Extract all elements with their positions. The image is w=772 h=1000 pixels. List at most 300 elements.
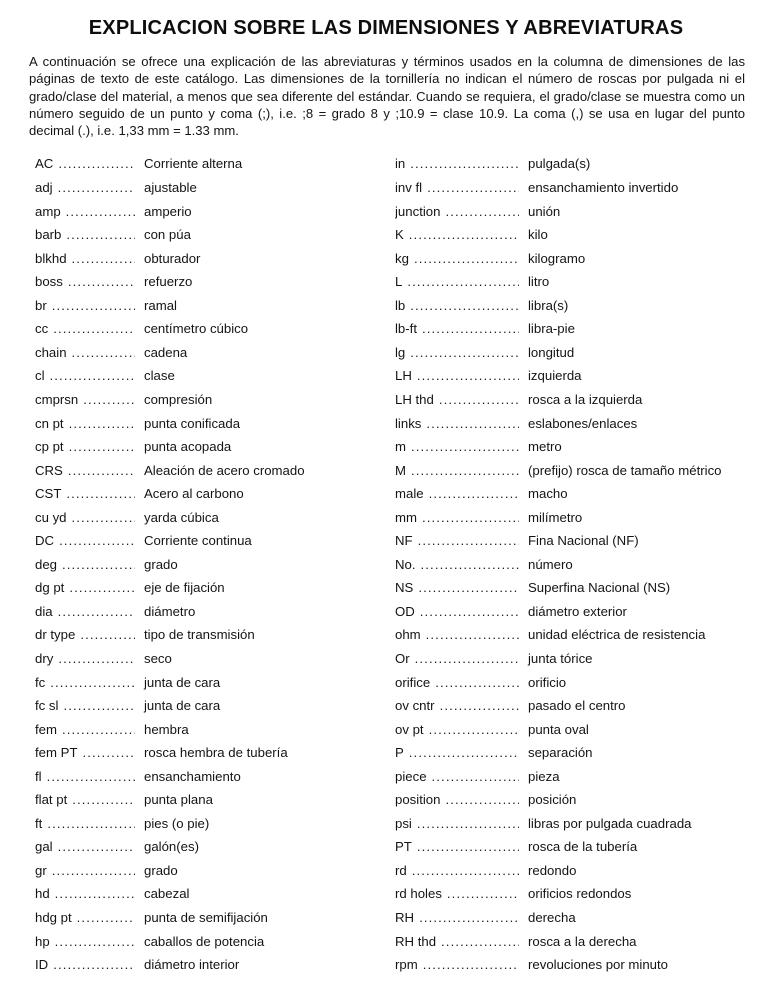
abbreviation-cell — [35, 345, 135, 360]
dot-leader — [52, 863, 135, 878]
abbreviation-label: barb — [35, 227, 62, 243]
abbreviation-cell — [35, 156, 135, 171]
abbreviation-cell — [35, 675, 135, 690]
abbreviation-label: cp pt — [35, 439, 64, 455]
glossary-row — [395, 274, 772, 298]
abbreviation-cell — [35, 416, 135, 431]
glossary-row — [395, 557, 772, 581]
glossary-row — [395, 416, 772, 440]
abbreviation-cell — [395, 604, 519, 619]
dot-leader — [77, 910, 135, 925]
definition-label: rosca a la izquierda — [528, 391, 643, 407]
definition-label: compresión — [144, 391, 213, 407]
definition-label: punta de semifijación — [144, 909, 268, 925]
dot-leader — [66, 486, 135, 501]
abbreviation-cell — [35, 227, 135, 242]
definition-label: Aleación de acero cromado — [144, 462, 305, 478]
definition-label: longitud — [528, 344, 575, 360]
abbreviation-cell — [35, 533, 135, 548]
abbreviation-cell — [395, 180, 519, 195]
abbreviation-cell — [395, 533, 519, 548]
dot-leader — [426, 416, 519, 431]
abbreviation-label: ft — [35, 815, 43, 831]
abbreviation-cell — [35, 627, 135, 642]
definition-label: pulgada(s) — [528, 156, 591, 172]
page-title: EXPLICACION SOBRE LAS DIMENSIONES Y ABREVIATURAS — [88, 17, 684, 39]
definition-label: litro — [528, 274, 550, 290]
abbreviation-cell — [395, 839, 519, 854]
glossary-column-right — [386, 156, 772, 980]
abbreviation-cell — [395, 392, 519, 407]
glossary-row — [395, 510, 772, 534]
abbreviation-label: PT — [395, 839, 412, 855]
abbreviation-cell — [35, 745, 135, 760]
glossary-row — [395, 580, 772, 604]
glossary-row — [395, 486, 772, 510]
definition-label: redondo — [528, 862, 577, 878]
abbreviation-label: amp — [35, 203, 61, 219]
dot-leader — [80, 627, 135, 642]
abbreviation-label: hd — [35, 886, 50, 902]
definition-label: junta tórice — [528, 650, 593, 666]
abbreviation-label: CST — [35, 486, 62, 502]
dot-leader — [47, 769, 135, 784]
glossary-row — [395, 156, 772, 180]
definition-label: obturador — [144, 250, 201, 266]
dot-leader — [69, 580, 135, 595]
definition-label: punta acopada — [144, 439, 232, 455]
abbreviation-label: orifice — [395, 674, 431, 690]
dot-leader — [58, 604, 135, 619]
abbreviation-cell — [395, 416, 519, 431]
definition-label: ajustable — [144, 180, 197, 196]
definition-label: ensanchamiento invertido — [528, 180, 679, 196]
abbreviation-cell — [35, 910, 135, 925]
dot-leader — [50, 675, 135, 690]
abbreviation-label: ov cntr — [395, 698, 435, 714]
abbreviation-label: hdg pt — [35, 909, 72, 925]
abbreviation-cell — [395, 745, 519, 760]
abbreviation-cell — [395, 463, 519, 478]
abbreviation-cell — [35, 580, 135, 595]
abbreviation-label: ID — [35, 957, 49, 973]
glossary-row — [395, 392, 772, 416]
dot-leader — [427, 180, 519, 195]
definition-label: posición — [528, 792, 577, 808]
abbreviation-cell — [395, 274, 519, 289]
dot-leader — [423, 957, 519, 972]
glossary-row — [35, 439, 386, 463]
glossary-row — [395, 180, 772, 204]
dot-leader — [447, 886, 519, 901]
dot-leader — [52, 298, 135, 313]
abbreviation-label: rd — [395, 862, 407, 878]
definition-label: hembra — [144, 721, 189, 737]
intro-paragraph: A continuación se ofrece una explicación de las abreviaturas y términos usados en la columna de dimensiones de las páginas de texto de este catálogo. Las dimensiones de la tornillería no indican el número de roscas por pulgada ni el grado/clase del material, a menos que sea diferente del estándar. Cuando se requiera, el grado/clase se muestra como un número seguido de un punto y coma (;), i.e. ;8 = grado 8 y ;10.9 = clase 10.9. La coma (,) se usa en lugar del punto decimal (.), i.e. 1,33 mm = 1.33 mm. — [29, 54, 745, 139]
abbreviation-label: lb — [395, 297, 406, 313]
dot-leader — [429, 486, 519, 501]
abbreviation-label: hp — [35, 933, 50, 949]
dot-leader — [72, 251, 135, 266]
glossary-row — [395, 839, 772, 863]
glossary-row — [395, 863, 772, 887]
glossary-row — [35, 533, 386, 557]
abbreviation-label: gal — [35, 839, 53, 855]
dot-leader — [445, 792, 519, 807]
abbreviation-cell — [35, 957, 135, 972]
abbreviation-cell — [395, 368, 519, 383]
definition-label: tipo de transmisión — [144, 627, 255, 643]
abbreviation-label: P — [395, 745, 404, 761]
abbreviation-label: m — [395, 439, 406, 455]
abbreviation-cell — [35, 557, 135, 572]
definition-label: ramal — [144, 297, 177, 313]
dot-leader — [50, 368, 135, 383]
abbreviation-label: CRS — [35, 462, 63, 478]
abbreviation-label: lb-ft — [395, 321, 417, 337]
glossary-row — [35, 863, 386, 887]
glossary-row — [35, 934, 386, 958]
definition-label: junta de cara — [144, 698, 221, 714]
definition-label: macho — [528, 486, 568, 502]
abbreviation-cell — [35, 769, 135, 784]
glossary-row — [35, 698, 386, 722]
glossary-row — [35, 274, 386, 298]
glossary-row — [35, 486, 386, 510]
abbreviation-cell — [395, 863, 519, 878]
glossary-row — [35, 745, 386, 769]
abbreviation-cell — [35, 368, 135, 383]
abbreviation-cell — [35, 934, 135, 949]
abbreviation-label: blkhd — [35, 250, 67, 266]
dot-leader — [72, 345, 135, 360]
definition-label: número — [528, 556, 573, 572]
definition-label: ensanchamiento — [144, 768, 241, 784]
dot-leader — [409, 227, 519, 242]
definition-label: pies (o pie) — [144, 815, 210, 831]
abbreviation-label: LH thd — [395, 391, 434, 407]
glossary-row — [35, 416, 386, 440]
dot-leader — [412, 863, 519, 878]
glossary-row — [35, 580, 386, 604]
abbreviation-cell — [35, 839, 135, 854]
definition-label: caballos de potencia — [144, 933, 265, 949]
glossary-row — [395, 886, 772, 910]
glossary-row — [35, 722, 386, 746]
dot-leader — [410, 298, 519, 313]
definition-label: grado — [144, 556, 178, 572]
definition-label: orificio — [528, 674, 567, 690]
dot-leader — [417, 368, 519, 383]
glossary-row — [35, 627, 386, 651]
abbreviation-cell — [395, 510, 519, 525]
glossary-row — [395, 675, 772, 699]
abbreviation-cell — [395, 156, 519, 171]
definition-label: punta oval — [528, 721, 589, 737]
definition-label: orificios redondos — [528, 886, 632, 902]
abbreviation-label: cc — [35, 321, 49, 337]
glossary-row — [395, 769, 772, 793]
definition-label: eje de fijación — [144, 580, 225, 596]
dot-leader — [439, 392, 519, 407]
dot-leader — [417, 816, 519, 831]
dot-leader — [445, 204, 519, 219]
abbreviation-label: cmprsn — [35, 391, 79, 407]
definition-label: cadena — [144, 344, 188, 360]
abbreviation-label: rd holes — [395, 886, 442, 902]
abbreviation-label: br — [35, 297, 47, 313]
dot-leader — [69, 439, 135, 454]
definition-label: pasado el centro — [528, 698, 626, 714]
abbreviation-label: ov pt — [395, 721, 424, 737]
glossary-column-left — [0, 156, 386, 980]
definition-label: metro — [528, 439, 562, 455]
abbreviation-cell — [395, 557, 519, 572]
glossary-row — [395, 651, 772, 675]
glossary-row — [395, 722, 772, 746]
glossary-row — [395, 934, 772, 958]
abbreviation-cell — [395, 957, 519, 972]
glossary-row — [395, 204, 772, 228]
abbreviation-cell — [395, 486, 519, 501]
abbreviation-label: psi — [395, 815, 412, 831]
abbreviation-label: Or — [395, 650, 410, 666]
abbreviation-label: adj — [35, 180, 53, 196]
abbreviation-label: links — [395, 415, 422, 431]
glossary-row — [35, 251, 386, 275]
abbreviation-label: piece — [395, 768, 427, 784]
dot-leader — [411, 463, 519, 478]
glossary-row — [35, 368, 386, 392]
dot-leader — [422, 321, 519, 336]
definition-label: Superfina Nacional (NS) — [528, 580, 671, 596]
dot-leader — [83, 745, 136, 760]
dot-leader — [72, 792, 135, 807]
abbreviation-label: male — [395, 486, 424, 502]
dot-leader — [414, 251, 519, 266]
abbreviation-label: AC — [35, 156, 54, 172]
dot-leader — [426, 627, 519, 642]
definition-label: punta conificada — [144, 415, 241, 431]
dot-leader — [53, 957, 135, 972]
glossary-row — [35, 604, 386, 628]
abbreviation-cell — [35, 180, 135, 195]
glossary-row — [35, 298, 386, 322]
abbreviation-cell — [35, 274, 135, 289]
dot-leader — [68, 463, 135, 478]
glossary-row — [395, 816, 772, 840]
glossary-row — [395, 745, 772, 769]
abbreviation-cell — [35, 298, 135, 313]
dot-leader — [435, 675, 519, 690]
abbreviation-cell — [35, 604, 135, 619]
glossary-row — [35, 769, 386, 793]
glossary-row — [395, 604, 772, 628]
abbreviation-label: dr type — [35, 627, 76, 643]
abbreviation-cell — [35, 651, 135, 666]
glossary-row — [395, 368, 772, 392]
definition-label: unión — [528, 203, 561, 219]
glossary-row — [395, 251, 772, 275]
definition-label: punta plana — [144, 792, 213, 808]
dot-leader — [66, 204, 135, 219]
abbreviation-label: fc — [35, 674, 46, 690]
glossary-row — [35, 227, 386, 251]
dot-leader — [47, 816, 135, 831]
glossary-row — [35, 321, 386, 345]
abbreviation-cell — [395, 722, 519, 737]
abbreviation-label: boss — [35, 274, 63, 290]
definition-label: (prefijo) rosca de tamaño métrico — [528, 462, 722, 478]
abbreviation-cell — [35, 486, 135, 501]
abbreviation-cell — [395, 910, 519, 925]
definition-label: unidad eléctrica de resistencia — [528, 627, 706, 643]
glossary-row — [35, 510, 386, 534]
abbreviation-label: rpm — [395, 957, 418, 973]
dot-leader — [63, 698, 135, 713]
glossary-row — [35, 792, 386, 816]
abbreviation-cell — [395, 651, 519, 666]
dot-leader — [415, 651, 519, 666]
abbreviation-label: LH — [395, 368, 412, 384]
glossary-row — [35, 886, 386, 910]
definition-label: rosca a la derecha — [528, 933, 637, 949]
dot-leader — [62, 722, 135, 737]
dot-leader — [83, 392, 135, 407]
abbreviation-cell — [395, 792, 519, 807]
dot-leader — [410, 345, 519, 360]
abbreviation-label: kg — [395, 250, 409, 266]
abbreviation-cell — [395, 698, 519, 713]
abbreviation-label: NS — [395, 580, 414, 596]
definition-label: diámetro interior — [144, 957, 240, 973]
dot-leader — [421, 557, 519, 572]
abbreviation-label: gr — [35, 862, 47, 878]
dot-leader — [66, 227, 135, 242]
abbreviation-label: dia — [35, 603, 53, 619]
definition-label: izquierda — [528, 368, 582, 384]
abbreviation-label: dg pt — [35, 580, 65, 596]
dot-leader — [410, 156, 519, 171]
glossary-row — [35, 816, 386, 840]
abbreviation-cell — [35, 439, 135, 454]
abbreviation-cell — [35, 321, 135, 336]
definition-label: Corriente continua — [144, 533, 252, 549]
definition-label: rosca de la tubería — [528, 839, 638, 855]
definition-label: Fina Nacional (NF) — [528, 533, 639, 549]
abbreviation-label: fl — [35, 768, 42, 784]
definition-label: junta de cara — [144, 674, 221, 690]
abbreviation-label: OD — [395, 603, 415, 619]
definition-label: eslabones/enlaces — [528, 415, 638, 431]
definition-label: milímetro — [528, 509, 583, 525]
dot-leader — [72, 510, 135, 525]
dot-leader — [59, 533, 135, 548]
dot-leader — [407, 274, 519, 289]
abbreviation-label: K — [395, 227, 404, 243]
abbreviation-cell — [395, 886, 519, 901]
abbreviation-label: chain — [35, 344, 67, 360]
abbreviation-label: RH thd — [395, 933, 437, 949]
dot-leader — [62, 557, 135, 572]
definition-label: cabezal — [144, 886, 190, 902]
definition-label: seco — [144, 650, 172, 666]
definition-label: kilo — [528, 227, 548, 243]
glossary-row — [395, 321, 772, 345]
definition-label: amperio — [144, 203, 192, 219]
abbreviation-label: fem — [35, 721, 57, 737]
abbreviation-label: in — [395, 156, 406, 172]
definition-label: kilogramo — [528, 250, 586, 266]
dot-leader — [58, 180, 135, 195]
definition-label: centímetro cúbico — [144, 321, 249, 337]
abbreviation-label: position — [395, 792, 441, 808]
abbreviation-cell — [35, 204, 135, 219]
abbreviation-cell — [35, 816, 135, 831]
glossary-row — [35, 180, 386, 204]
abbreviation-label: fc sl — [35, 698, 59, 714]
dot-leader — [419, 910, 519, 925]
definition-label: refuerzo — [144, 274, 193, 290]
glossary-row — [395, 957, 772, 981]
abbreviation-cell — [35, 722, 135, 737]
abbreviation-cell — [35, 792, 135, 807]
abbreviation-label: cu yd — [35, 509, 67, 525]
abbreviation-label: NF — [395, 533, 413, 549]
glossary-row — [35, 392, 386, 416]
abbreviation-cell — [395, 580, 519, 595]
dot-leader — [432, 769, 519, 784]
glossary-row — [35, 957, 386, 981]
abbreviation-label: inv fl — [395, 180, 423, 196]
glossary-row — [395, 463, 772, 487]
abbreviation-label: dry — [35, 650, 54, 666]
glossary-row — [395, 698, 772, 722]
glossary-row — [35, 156, 386, 180]
glossary-row — [35, 651, 386, 675]
definition-label: separación — [528, 745, 593, 761]
definition-label: libras por pulgada cuadrada — [528, 815, 692, 831]
abbreviation-cell — [395, 204, 519, 219]
abbreviation-label: cn pt — [35, 415, 64, 431]
glossary-row — [395, 627, 772, 651]
abbreviation-label: cl — [35, 368, 45, 384]
abbreviation-label: lg — [395, 344, 406, 360]
glossary-row — [35, 910, 386, 934]
definition-label: galón(es) — [144, 839, 199, 855]
abbreviation-label: mm — [395, 509, 417, 525]
dot-leader — [69, 416, 135, 431]
definition-label: grado — [144, 862, 178, 878]
dot-leader — [409, 745, 519, 760]
dot-leader — [420, 604, 519, 619]
dot-leader — [440, 698, 519, 713]
abbreviation-label: junction — [395, 203, 441, 219]
abbreviation-cell — [35, 698, 135, 713]
glossary-row — [35, 839, 386, 863]
abbreviation-cell — [35, 863, 135, 878]
definition-label: yarda cúbica — [144, 509, 219, 525]
abbreviation-cell — [35, 463, 135, 478]
dot-leader — [58, 839, 135, 854]
dot-leader — [417, 839, 519, 854]
abbreviation-cell — [395, 345, 519, 360]
abbreviation-label: M — [395, 462, 406, 478]
dot-leader — [58, 156, 135, 171]
abbreviation-cell — [395, 298, 519, 313]
abbreviation-cell — [395, 227, 519, 242]
abbreviation-cell — [395, 627, 519, 642]
